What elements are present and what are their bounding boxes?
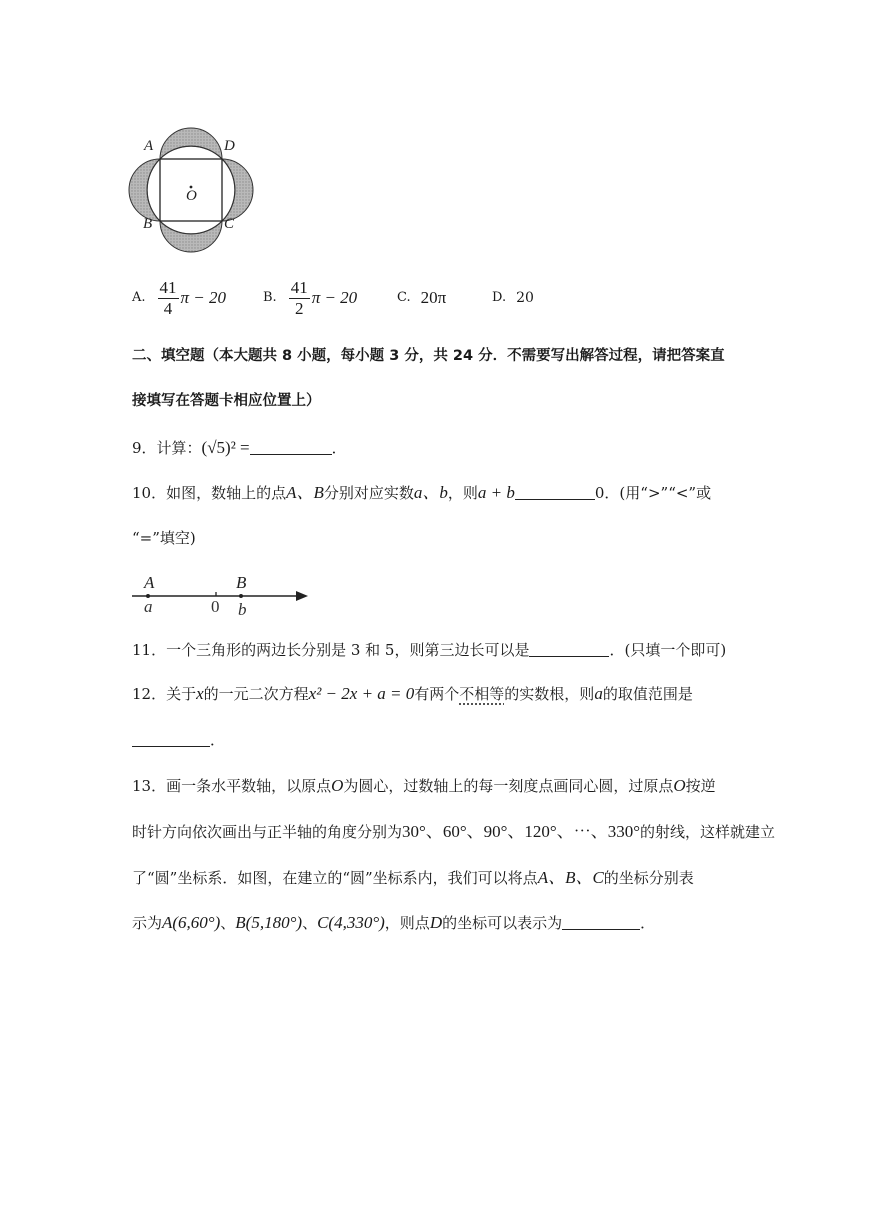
number-line-figure	[128, 570, 314, 618]
question-12: 12．关于x的一元二次方程x² − 2x + a = 0有两个不相等的实数根，则a的取值范围是	[132, 684, 693, 703]
square-semicircle-figure	[128, 118, 264, 254]
answer-blank-12	[132, 746, 210, 747]
question-11: 11．一个三角形的两边长分别是 3 和 5，则第三边长可以是 ．(只填一个即可)	[132, 641, 727, 659]
bottom-lune	[160, 221, 222, 252]
question-13-line3: 了“圆”坐标系．如图，在建立的“圆”坐标系内，我们可以将点A、B、C的坐标分别表	[132, 868, 694, 887]
answer-blank-10	[515, 499, 595, 500]
section-heading-line1: 二、填空题（本大题共 8 小题，每小题 3 分，共 24 分．不需要写出解答过程，请把答案直	[132, 348, 725, 364]
label-O: O	[186, 188, 197, 204]
emphasis-dots: 不相等	[459, 685, 505, 703]
section-heading-line2: 接填写在答题卡相应位置上）	[132, 393, 321, 409]
question-9: 9．计算：(√5)² = ．	[132, 438, 347, 457]
label-D: D	[224, 138, 235, 154]
choice-c: C. 20π	[397, 288, 447, 307]
label-zero: 0	[211, 597, 220, 616]
left-lune	[129, 159, 160, 221]
label-A: A	[144, 138, 154, 154]
label-C: C	[224, 216, 235, 232]
right-lune	[222, 159, 253, 221]
question-12-line2: ．	[132, 730, 225, 750]
label-A: A	[144, 573, 155, 592]
point-B	[239, 594, 243, 598]
label-a: a	[144, 597, 153, 616]
top-lune	[160, 128, 222, 159]
label-B: B	[236, 573, 247, 592]
label-B: B	[143, 216, 153, 232]
question-10-line2: “=”填空)	[132, 529, 196, 547]
question-13-line1: 13．画一条水平数轴，以原点O为圆心，过数轴上的每一刻度点画同心圆，过原点O按逆	[132, 776, 716, 795]
choice-d: D. 20	[492, 290, 534, 306]
axis-arrow	[296, 591, 308, 601]
question-13-line4: 示为A(6,60°)、B(5,180°)、C(4,330°)，则点D的坐标可以表示为 ．	[132, 913, 656, 932]
choice-b: B. $\frac{41}{2}$ π − 20	[263, 277, 358, 318]
choice-a: A. $\frac{41}{4}$ π − 20	[132, 277, 227, 318]
answer-blank-9	[250, 454, 332, 455]
label-b: b	[238, 600, 247, 618]
answer-blank-11	[529, 656, 609, 657]
question-10: 10．如图，数轴上的点A、B分别对应实数a、b，则a + b 0．(用“>”“<”或	[132, 483, 712, 502]
answer-blank-13	[562, 929, 640, 930]
question-13-line2: 时针方向依次画出与正半轴的角度分别为30°、60°、90°、120°、⋯、330°的射线，这样就建立	[132, 822, 776, 841]
